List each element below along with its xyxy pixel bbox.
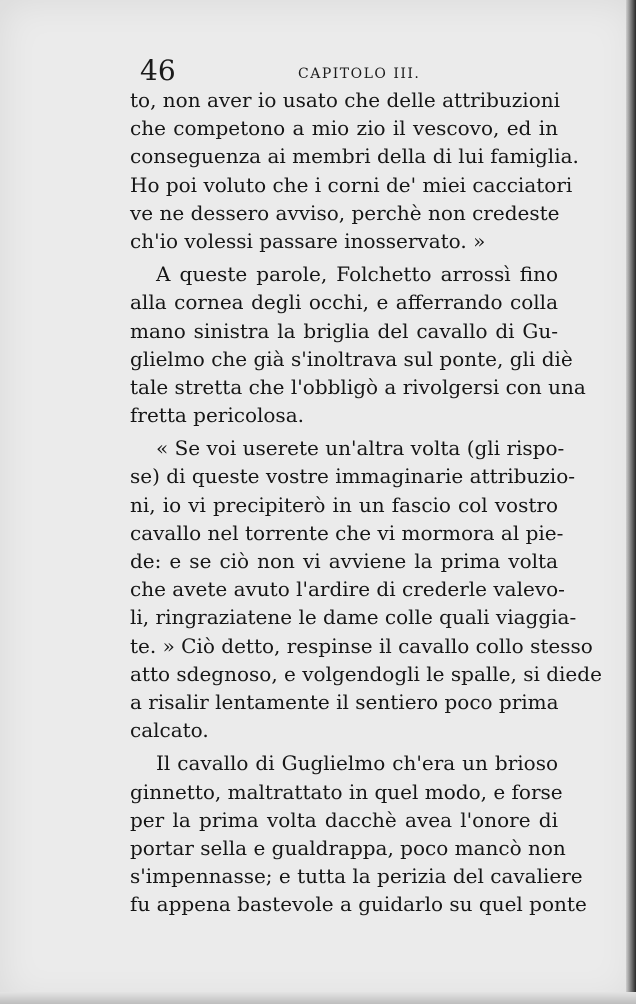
text-line: atto sdegnoso, e volgendogli le spalle, si diede [130,661,602,686]
text-line: li, ringraziatene le dame colle quali viaggia- [130,605,577,630]
text-line: conseguenza ai membri della di lui famiglia. [130,144,579,169]
text-line: de: e se ciò non vi avviene la prima volta [130,549,558,573]
text-line: tale stretta che l'obbligò a rivolgersi con una [130,374,586,399]
body-text [130,86,602,918]
text-line: mano sinistra la briglia del cavallo di Gu- [130,318,558,343]
text-line: se) di queste vostre immaginarie attribuzio- [130,464,575,489]
text-line: calcato. [130,718,209,743]
text-line: a risalir lentamente il sentiero poco prima [130,689,559,714]
text-line: ch'io volessi passare inosservato. » [130,228,486,253]
page-edge-shadow [626,0,636,1004]
text-line: A queste parole, Folchetto arrossì fino [156,262,558,287]
text-line: te. » Ciò detto, respinse il cavallo collo stesso [130,633,593,658]
text-line: cavallo nel torrente che vi mormora al pie- [130,520,564,545]
text-line: fretta pericolosa. [130,403,304,428]
text-line: Ho poi voluto che i corni de' miei cacciatori [130,172,573,197]
text-line: alla cornea degli occhi, e afferrando colla [130,290,558,315]
text-line: glielmo che già s'inoltrava sul ponte, gli diè [130,346,573,371]
text-line: « Se voi userete un'altra volta (gli rispo- [156,436,565,461]
running-head: CAPITOLO III. [298,66,421,82]
text-line: che avete avuto l'ardire di crederle valevo- [130,577,565,602]
text-line: ginnetto, maltrattato in quel modo, e forse [130,779,563,804]
text-line: portar sella e gualdrappa, poco mancò non [130,835,566,860]
text-line: to, non aver io usato che delle attribuzioni [130,88,561,112]
text-line: ni, io vi precipiterò in un fascio col vostro [130,492,558,517]
text-line: che competono a mio zio il vescovo, ed in [130,116,558,141]
text-line: fu appena bastevole a guidarlo su quel ponte [130,892,587,917]
page-number: 46 [140,54,176,87]
text-line: Il cavallo di Guglielmo ch'era un brioso [156,751,558,776]
text-line: per la prima volta dacchè avea l'onore di [130,807,558,832]
page-bottom-edge [0,992,636,1004]
text-line: s'impennasse; e tutta la perizia del cavaliere [130,864,583,889]
text-line: ve ne dessero avviso, perchè non credeste [130,200,560,225]
